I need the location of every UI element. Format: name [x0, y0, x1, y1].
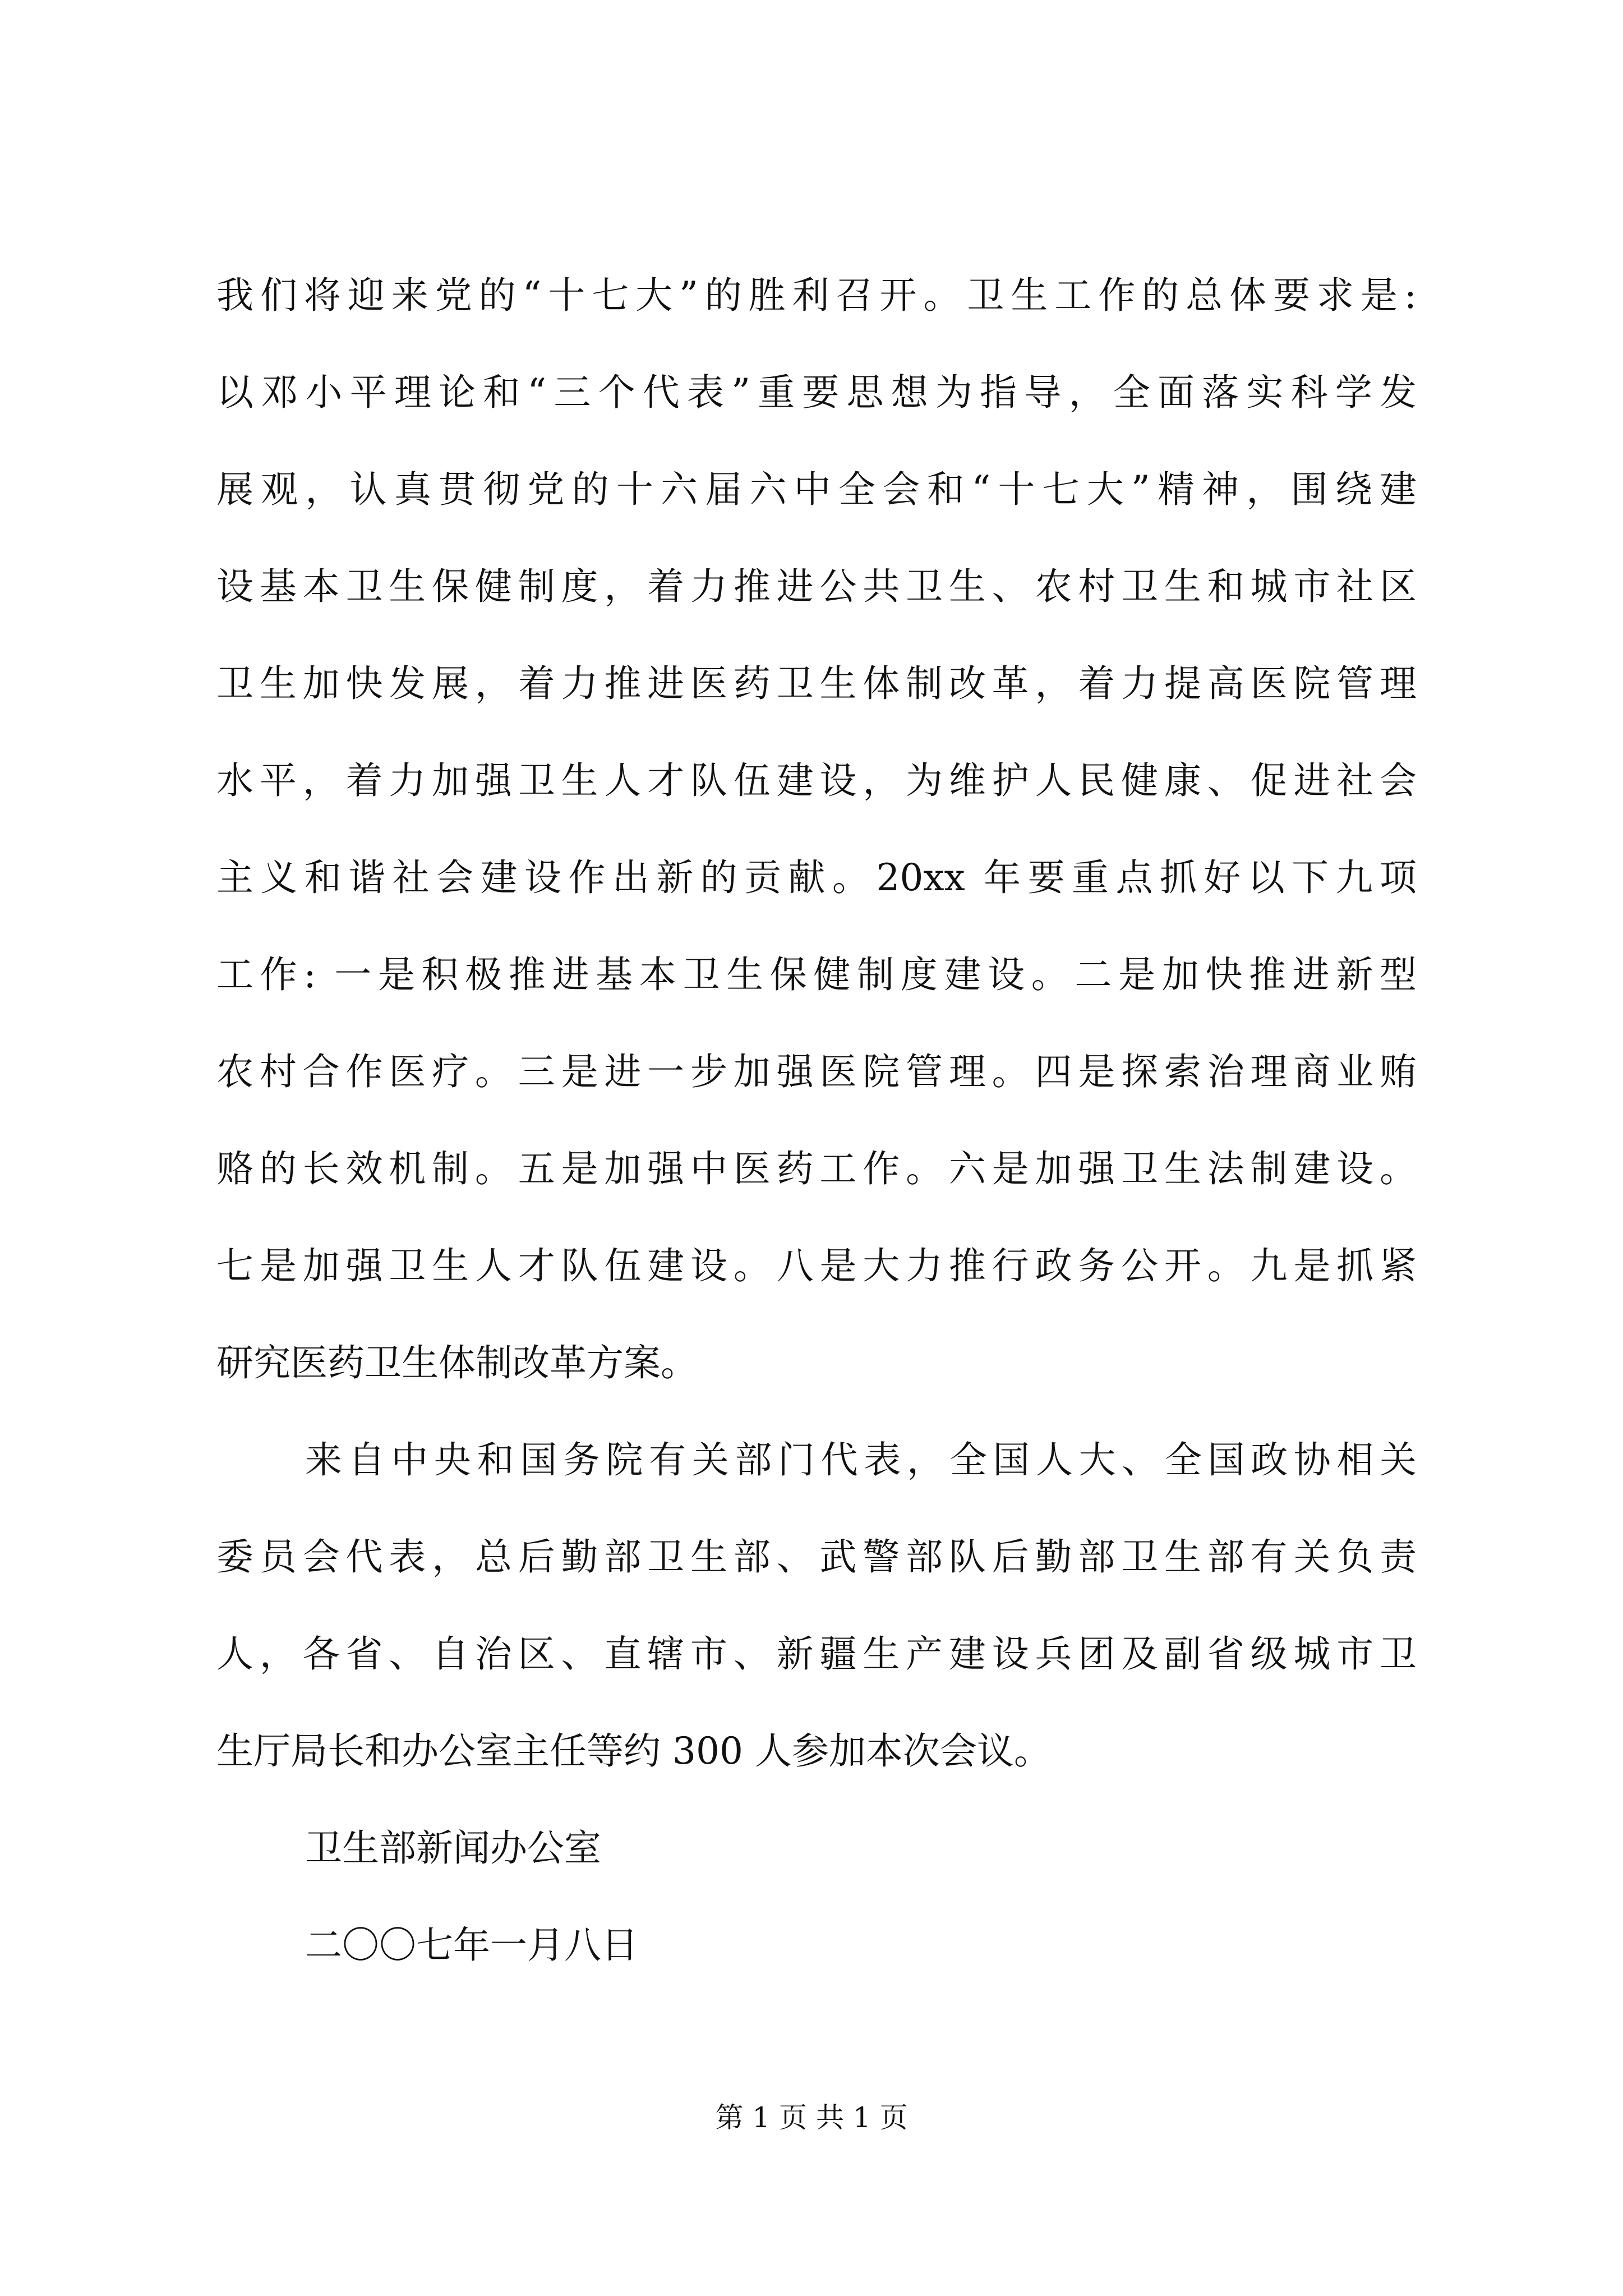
text-line: 农村合作医疗。三是进一步加强医院管理。四是探索治理商业贿: [216, 1050, 1417, 1093]
text-line: 七是加强卫生人才队伍建设。八是大力推行政务公开。九是抓紧: [216, 1244, 1417, 1287]
text-line: 水平，着力加强卫生人才队伍建设，为维护人民健康、促进社会: [216, 759, 1417, 802]
text-line: 生厅局长和办公室主任等约 300 人参加本次会议。: [216, 1729, 1051, 1773]
text-line: 研究医药卫生体制改革方案。: [216, 1341, 698, 1384]
document-body: [216, 247, 1417, 1994]
text-line: 来自中央和国务院有关部门代表，全国人大、全国政协相关: [305, 1438, 1417, 1481]
text-line: 以邓小平理论和“三个代表”重要思想为指导，全面落实科学发: [216, 371, 1417, 414]
text-line: 我们将迎来党的“十七大”的胜利召开。卫生工作的总体要求是:: [216, 274, 1417, 317]
page-footer: 第 1 页 共 1 页: [715, 2101, 908, 2134]
text-line: 主义和谐社会建设作出新的贡献。20xx 年要重点抓好以下九项: [216, 856, 1417, 899]
text-line: 赂的长效机制。五是加强中医药工作。六是加强卫生法制建设。: [216, 1147, 1417, 1190]
text-line: 委员会代表，总后勤部卫生部、武警部队后勤部卫生部有关负责: [216, 1535, 1417, 1579]
signature: 卫生部新闻办公室: [305, 1826, 601, 1870]
text-line: 设基本卫生保健制度，着力推进公共卫生、农村卫生和城市社区: [216, 565, 1417, 608]
text-line: 卫生加快发展，着力推进医药卫生体制改革，着力提高医院管理: [216, 662, 1417, 705]
text-line: 人，各省、自治区、直辖市、新疆生产建设兵团及副省级城市卫: [216, 1632, 1417, 1676]
document-date: 二〇〇七年一月八日: [305, 1924, 638, 1967]
text-line: 工作: 一是积极推进基本卫生保健制度建设。二是加快推进新型: [216, 953, 1417, 996]
text-line: 展观，认真贯彻党的十六届六中全会和“十七大”精神，围绕建: [216, 468, 1417, 511]
